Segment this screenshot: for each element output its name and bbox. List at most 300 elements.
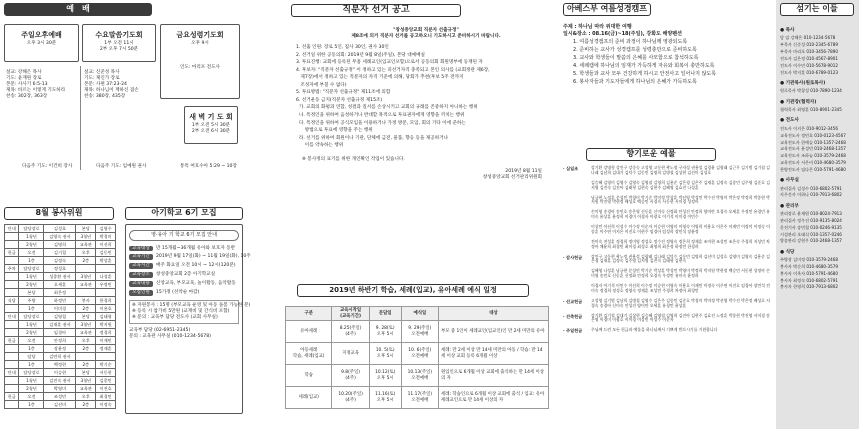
sidebar-line: 봉사자 최정숙 010-6802-5791 bbox=[780, 277, 838, 283]
election-header: 직분자 선거 공고 bbox=[291, 4, 461, 17]
service-cell: 김재훈 권사 bbox=[44, 321, 76, 329]
service-cell: 담당장로 bbox=[19, 313, 44, 321]
sidebar-section-heading: ● 관리부 bbox=[780, 203, 799, 209]
wednesday-time-2: 2부 오후 7시 50분 bbox=[99, 47, 139, 53]
school-row bbox=[129, 281, 239, 287]
service-row bbox=[5, 345, 116, 353]
wednesday-next-prayer: 다음주 기도: 임예원 권사 bbox=[96, 164, 147, 169]
service-cell: 최경민 bbox=[96, 393, 116, 401]
service-row bbox=[5, 385, 116, 393]
school-row bbox=[129, 254, 251, 260]
school-box bbox=[125, 224, 251, 414]
service-cell: 담당 bbox=[19, 353, 44, 361]
service-cell bbox=[5, 233, 19, 241]
service-cell: 본당 bbox=[19, 289, 44, 297]
education-cell: 11.16(토) 오후 5시 bbox=[369, 387, 401, 409]
education-cell: 10. 5(토) 오후 5시 bbox=[369, 343, 401, 365]
education-cell: 세례(입교) bbox=[286, 387, 332, 409]
education-cell: 9. 29(주일) 오전예배 bbox=[401, 321, 438, 343]
school-row-value: 창성중앙교회 2층 아기학교실 bbox=[156, 272, 216, 278]
election-item: 이를 약속하는 행위 bbox=[296, 143, 344, 149]
school-row bbox=[129, 272, 239, 278]
election-item: 1. 선출 인원: 장로 5인, 집사 30인, 권사 30인 bbox=[296, 44, 389, 50]
camp-body bbox=[563, 24, 773, 87]
sidebar-line: 사무간사 이하나 010-7913-6802 bbox=[780, 192, 842, 198]
election-heading: "창성중앙교회 직분자 선출규정" bbox=[393, 28, 459, 33]
election-item: 2. 선거일 위한 공동의회: 2019년 9월 8일(주일), 본당 대예배실 bbox=[296, 52, 425, 58]
election-item: 4. 후보자: "직분자 선출규정" 이 정하고 있는 피선거자격 충족되고 본인 의사를 (교회정관 제6장, bbox=[296, 67, 490, 73]
sunday-pm-time: 오후 3시 30분 bbox=[26, 41, 57, 47]
news-text: 고성영 김기범 김남희 김병철 김영수 김은주 김종민 김준호 박경미 박미정 박선영 박수진 박은정 배성호 서경숙 송경아 신미숙 안성진 양미란 오세훈 유경민 윤상훈 bbox=[591, 297, 770, 308]
worship-header: 예 배 bbox=[4, 3, 152, 16]
sidebar-body bbox=[776, 22, 859, 290]
sidebar-line: 전도사 김은정 010-4567-8901 bbox=[780, 55, 838, 61]
service-cell: 담당장로 bbox=[19, 265, 44, 273]
service-cell: 봉사 bbox=[76, 297, 96, 305]
service-cell: 박상훈 bbox=[96, 257, 116, 265]
election-body bbox=[296, 28, 556, 181]
news-header: 향기로운 예물 bbox=[586, 148, 716, 161]
school-header: 아기학교 6기 모집 bbox=[125, 207, 243, 220]
school-row-value: 15가정 (선착순 마감) bbox=[156, 290, 200, 296]
service-cell bbox=[5, 329, 19, 337]
education-header-cell: 대상 bbox=[439, 307, 549, 321]
service-cell: 조성민 bbox=[44, 393, 76, 401]
service-cell: 본당 bbox=[76, 225, 96, 233]
news-label bbox=[563, 269, 591, 279]
school-note: ※ 문의 : 교육부 담당 전도사 (교회 사무실) bbox=[132, 315, 218, 321]
service-cell: 담당장로 bbox=[19, 369, 44, 377]
sidebar-line: 교육전도사 윤성민 010-2468-1357 bbox=[780, 146, 846, 152]
service-cell: 하정민 bbox=[44, 297, 76, 305]
service-cell bbox=[5, 345, 19, 353]
service-cell: 교육관 bbox=[76, 329, 96, 337]
service-cell: 오전 bbox=[19, 393, 44, 401]
service-cell: 안내 bbox=[5, 313, 19, 321]
news-label: · 십일조 bbox=[563, 166, 579, 171]
education-row bbox=[286, 387, 549, 409]
service-cell: 이진호 bbox=[96, 385, 116, 393]
service-row bbox=[5, 281, 116, 289]
wednesday-title: 수요말씀기도회 bbox=[95, 31, 143, 39]
service-cell: 1청년 bbox=[19, 233, 44, 241]
news-row bbox=[563, 269, 773, 279]
sidebar-line: 협력목사 최영훈 010-8901-2345 bbox=[780, 107, 842, 113]
service-cell: 이승현 bbox=[44, 369, 76, 377]
service-cell: 오전 bbox=[19, 337, 44, 345]
sidebar-line: 관리장로 윤재원 010-8024-7913 bbox=[780, 211, 842, 217]
service-row bbox=[5, 353, 116, 361]
news-row bbox=[563, 196, 773, 206]
service-cell bbox=[5, 289, 19, 297]
service-cell bbox=[5, 241, 19, 249]
election-item: 3. 투표진행: 교회에 등록된 무흠 세례교인(입교인포함)으로서 공동의회 회원명부에 등재된 자 bbox=[296, 60, 483, 66]
service-row bbox=[5, 257, 116, 265]
news-text: 이상민 이선희 이성수 이수정 이순자 이승현 이영미 이영숙 이영희 이용호 이은주 이재민 이정미 이정숙 이종훈 이주연 이지은 이진호 이현주 임경아 임성희 장민석 장윤정 bbox=[591, 224, 770, 234]
service-cell: 주방 bbox=[19, 297, 44, 305]
election-item: 방법으로 투표에 영향을 주는 행위 bbox=[296, 128, 373, 134]
sidebar-line: 봉사자 이옥자 010-5791-4680 bbox=[780, 270, 838, 276]
news-body bbox=[563, 166, 773, 339]
news-row bbox=[563, 314, 773, 324]
service-cell: 김명희 bbox=[44, 241, 76, 249]
news-label bbox=[563, 225, 591, 235]
wednesday-line-1: 설교: 신준성 목사 bbox=[84, 70, 120, 75]
service-row bbox=[5, 377, 116, 385]
service-cell: 식당 bbox=[5, 297, 19, 305]
news-text: 강인구 고동현 곽노정 권용섭 김광래 김나래 김덕수 김동민 김명희 김선미 김성호 김영미 김영숙 김용준 김은경 김재훈 김정숙 김주영 김지영 김진숙 김태형 김현숙 bbox=[591, 253, 770, 264]
sidebar-line: 운전기사 송민철 010-0246-9135 bbox=[780, 224, 842, 230]
camp-item: 6. 봉사자들과 기도자들에게 하나님의 은혜가 가득하도록 bbox=[573, 79, 697, 85]
sidebar-section-heading: ● 사무실 bbox=[780, 178, 799, 184]
news-label bbox=[563, 196, 591, 206]
service-cell: 김동민 bbox=[96, 249, 116, 257]
sidebar-line: 원로목사 박창성 010-7890-1234 bbox=[780, 88, 842, 94]
service-row bbox=[5, 273, 116, 281]
service-cell: 김태형 bbox=[96, 313, 116, 321]
service-row bbox=[5, 297, 116, 305]
sidebar-line: 부목사 신준성 010-2345-6789 bbox=[780, 42, 838, 48]
service-cell bbox=[76, 265, 96, 273]
wednesday-time-1: 1부 오전 11시 bbox=[104, 41, 134, 47]
service-row bbox=[5, 289, 116, 297]
news-row bbox=[563, 328, 773, 333]
sidebar-line: 부목사 마리포 010-3456-7890 bbox=[780, 49, 838, 55]
school-row-value: 매주 화요일 오전 10시 ~ 12시(120분) bbox=[156, 263, 236, 269]
election-intro: 제8조에 의거 직분자 선거를 공고하오니 기도하시고 준비하시기 바랍니다. bbox=[351, 33, 501, 39]
service-row bbox=[5, 265, 116, 273]
school-row-value: 2019년 9월 17일(화) ~ 11월 19일(화), 10주 bbox=[156, 254, 251, 260]
news-row bbox=[563, 225, 773, 235]
service-row bbox=[5, 369, 116, 377]
news-label bbox=[563, 240, 591, 250]
education-cell: 9. 28(토) 오후 5시 bbox=[369, 321, 401, 343]
education-header-cell: 예식일 bbox=[401, 307, 438, 321]
service-cell: 교육관 bbox=[76, 241, 96, 249]
service-cell: 담당장로 bbox=[19, 225, 44, 233]
camp-item: 4. 세례캠에 하나님의 임재가 가득하게 자유와 회복이 충만하도록 bbox=[573, 63, 715, 69]
sidebar-section-heading: ● 기관장(협력자) bbox=[780, 99, 817, 105]
sidebar-line: 봉사자 박순희 010-4680-3579 bbox=[780, 263, 838, 269]
service-cell bbox=[96, 265, 116, 273]
service-cell: 1층 bbox=[19, 345, 44, 353]
service-row bbox=[5, 305, 116, 313]
school-row-label: 교육기간 bbox=[129, 254, 153, 260]
camp-header: 아베스부 여름성경캠프 bbox=[563, 3, 651, 16]
service-cell: 1층 bbox=[19, 401, 44, 409]
camp-items bbox=[563, 39, 773, 86]
service-cell bbox=[76, 289, 96, 297]
sunday-details bbox=[6, 70, 78, 100]
school-row-label: 교육대상 bbox=[129, 246, 153, 252]
service-cell: 이미경 bbox=[44, 305, 76, 313]
education-cell: 세례: 만 2세 이상 만 14세 미만의 아동 / 학습: 만 14세 이상 교회 등록 6개월 이상 bbox=[439, 343, 549, 365]
camp-when: 일시&장소 : 08.16(금)~18(주일), 강화도 해양펜션 bbox=[563, 30, 682, 37]
education-row bbox=[286, 343, 549, 365]
service-cell: 박지원 bbox=[96, 321, 116, 329]
sidebar-line: 관리집사 정우진 010-9135-8024 bbox=[780, 217, 842, 223]
education-header: 2019년 하반기 학습, 세례(입교), 유아세례 예식 일정 bbox=[297, 284, 529, 297]
sunday-line-3: 본문: 사사기 6:5-13 bbox=[6, 81, 48, 87]
friday-title: 금요성령기도회 bbox=[176, 31, 224, 39]
service-cell bbox=[5, 257, 19, 265]
dawn-time-2: 2부 오전 6시 30분 bbox=[191, 129, 231, 135]
service-cell bbox=[96, 289, 116, 297]
service-cell: 2청년 bbox=[19, 241, 44, 249]
service-cell: 1청년 bbox=[19, 377, 44, 385]
service-cell: 오후 bbox=[76, 393, 96, 401]
news-row bbox=[563, 255, 773, 265]
service-cell: 2청년 bbox=[19, 281, 44, 289]
news-text: 김승혜 김영미 김영수 김영숙 김영철 김영희 김용준 김은경 김은주 김재훈 김정숙 김종민 김주영 김준호 김지영 김진숙 김진아 김태형 김현숙 김현주 김혜영 김효진 나성훈 bbox=[591, 179, 770, 190]
sunday-line-4: 제목: 바르는 이렇게 기도하라 bbox=[6, 87, 66, 93]
service-cell bbox=[5, 305, 19, 313]
education-header-row bbox=[286, 307, 549, 321]
news-text: 전미숙 전성훈 정경희 정미영 정성호 정수진 정영숙 정은희 정재훈 조미현 조성민 조은숙 주경희 지성민 차정아 채윤희 최경민 최미경 최성호 최영희 최은정 하정민 한경희 bbox=[591, 238, 770, 249]
education-header-cell: 교육시작일 (교육기간) bbox=[332, 307, 369, 321]
election-item: 5. 투표방법: "직분자 선출규정" 제11조에 의함 bbox=[296, 90, 391, 96]
election-items bbox=[296, 45, 556, 149]
service-cell: 안내 bbox=[5, 369, 19, 377]
service-cell bbox=[5, 377, 19, 385]
news-label bbox=[563, 284, 591, 294]
service-row bbox=[5, 337, 116, 345]
sidebar-line: 담 임 강해은 010-1234-5678 bbox=[780, 35, 836, 41]
service-cell: 주차 bbox=[5, 265, 19, 273]
service-cell: 3청년 bbox=[76, 377, 96, 385]
sidebar-line: 전도사 이지은 010-9012-3456 bbox=[780, 125, 838, 131]
news-row bbox=[563, 166, 773, 176]
news-text: 남궁현 노정훈 문성민 박경미 박기순 박미정 박상훈 박선영 박성민 박수진 박영미 박은정 박정희 박종현 박지원 박진영 박현정 배성호 백승민 서경숙 서동현 서미경 성정아 bbox=[591, 194, 770, 205]
sidebar-header: 섬기는 이들 bbox=[780, 3, 854, 16]
service-cell bbox=[5, 281, 19, 289]
camp-item: 1. 여름성경캠프의 준비 과정이 하나님께 영광되도록 bbox=[573, 39, 688, 45]
education-cell: 8.25(주일) (4주) bbox=[332, 321, 369, 343]
service-cell: 2청년 bbox=[19, 385, 44, 393]
service-row bbox=[5, 401, 116, 409]
service-cell: 2청년 bbox=[19, 329, 44, 337]
service-cell: 2층 bbox=[76, 305, 96, 313]
service-cell: 2층 bbox=[76, 401, 96, 409]
sidebar-section-heading: ● 식당 bbox=[780, 249, 795, 255]
service-cell: 오후 bbox=[76, 249, 96, 257]
service-row bbox=[5, 393, 116, 401]
service-cell: 안정희 bbox=[44, 337, 76, 345]
service-header: 8월 봉사위원 bbox=[4, 207, 114, 220]
service-cell bbox=[5, 361, 19, 369]
news-row bbox=[563, 284, 773, 294]
service-cell: 2층 bbox=[76, 345, 96, 353]
service-cell: 성종환 권사 bbox=[44, 273, 76, 281]
education-cell: 부모 중 1인이 세례교인(입교인)인 만 2세 미만의 유아 bbox=[439, 321, 549, 343]
service-row bbox=[5, 241, 116, 249]
service-cell: 3청년 bbox=[76, 321, 96, 329]
service-cell: 박기순 bbox=[96, 361, 116, 369]
service-cell: 1층 bbox=[19, 361, 44, 369]
election-date: 2019년 8월 11일 bbox=[505, 169, 542, 175]
service-cell: 이선희 bbox=[96, 241, 116, 249]
friday-box bbox=[160, 24, 240, 99]
election-item: 가. 교회의 화평과 연합, 성결과 질서를 손상시키고 교회의 규례를 존중하지 아니하는 행위 bbox=[296, 105, 478, 111]
service-cell: 헌금 bbox=[5, 393, 19, 401]
service-cell: 나성훈 bbox=[96, 273, 116, 281]
education-cell: 유아세례 bbox=[286, 321, 332, 343]
school-row bbox=[129, 290, 239, 296]
news-text: 김혜영 나성훈 남궁현 문성민 박기순 박상훈 박성민 박영미 박정희 박지원 박현정 백승민 서동현 성정아 손미영 송민호 신동훈 신정화 안정희 오경숙 우정민 유미숙 윤정희 bbox=[591, 268, 770, 279]
service-cell: 이정숙 bbox=[96, 401, 116, 409]
service-cell: 이용호 bbox=[96, 305, 116, 313]
service-cell: 교육관 bbox=[76, 281, 96, 289]
service-cell: 오세훈 bbox=[44, 281, 76, 289]
wednesday-line-2: 기도: 제인가 장로 bbox=[84, 75, 120, 81]
service-cell: 김성호 bbox=[44, 225, 76, 233]
friday-next-reading: 통특 여호수아 5:29 ~ 10장 bbox=[180, 164, 237, 169]
service-cell: 2층 bbox=[76, 257, 96, 265]
news-text: 손미영 송경아 송민호 송은영 신동훈 신미숙 신정화 안성진 안정희 양미란 오경숙 오세훈 우정민 유경민 유미숙 윤상훈 윤정희 이경미 이경자 이광호 이기석 이미경 이민수 bbox=[591, 209, 770, 220]
sidebar-line: 교육전도사 정민호 010-0123-4567 bbox=[780, 132, 846, 138]
education-cell: 10.12(토) 오후 5시 bbox=[369, 365, 401, 387]
dawn-time-1: 1부 오전 5시 30분 bbox=[191, 123, 231, 129]
news-row bbox=[563, 240, 773, 250]
news-label: · 감사헌금 bbox=[563, 254, 583, 260]
service-cell: 김진숙 권사 bbox=[44, 377, 76, 385]
service-cell: 2층 bbox=[76, 361, 96, 369]
service-cell: 한경희 bbox=[96, 297, 116, 305]
sunday-line-2: 기도: 윤재원 장로 bbox=[6, 75, 42, 81]
service-cell: 헌금 bbox=[5, 249, 19, 257]
camp-item: 5. 학생들과 교사 모두 건강하게 하시고 안전사고 일어나지 않도록 bbox=[573, 71, 717, 77]
education-row bbox=[286, 365, 549, 387]
school-detail: 문의 : 교육관 사무실 (010-1234-5678) bbox=[129, 334, 211, 340]
news-label: · 선교헌금 bbox=[563, 298, 583, 304]
sidebar-line: 교육전도사 조하늘 010-3579-2468 bbox=[780, 153, 846, 159]
news-text: 강기환 강명형 강인구 강중숙 고성영 고동현 곽노정 구자성 권용섭 김경윤 김광래 김근무 김기범 김기철 김나래 김남희 김대기 김덕수 김동민 김명희 김병철 김상현 김선미 김성호 bbox=[591, 165, 770, 175]
education-cell: 11.17(주일) 오전예배 bbox=[401, 387, 438, 409]
service-cell bbox=[5, 385, 19, 393]
school-rows bbox=[129, 245, 251, 297]
news-text: 주님께 드린 모든 헌금과 예물을 하나님께서 기쁘게 받으시기를 기원합니다 bbox=[591, 327, 718, 333]
service-cell: 3청년 bbox=[76, 233, 96, 241]
service-row bbox=[5, 233, 116, 241]
school-notes bbox=[129, 300, 251, 324]
school-row-value: 만 15개월~36개월 유아와 보호자 동반 bbox=[156, 245, 236, 251]
service-row bbox=[5, 321, 116, 329]
service-cell: 임경아 bbox=[44, 329, 76, 337]
friday-note: 인도: 마리포 전도사 bbox=[180, 65, 220, 71]
friday-time: 오후 9시 bbox=[191, 41, 209, 47]
service-cell: 오후 bbox=[76, 337, 96, 345]
wednesday-details bbox=[84, 70, 156, 100]
election-signer: 창성중앙교회 선거관리위원회 bbox=[482, 175, 542, 181]
sidebar-section-heading: ● 기관목사(원로목사) bbox=[780, 80, 826, 86]
service-cell bbox=[5, 321, 19, 329]
service-cell: 김연희 권사 bbox=[44, 353, 76, 361]
sidebar-line: 전도사 박지훈 010-6789-0123 bbox=[780, 69, 838, 75]
education-cell: 아동세례 학습, 세례(입교) bbox=[286, 343, 332, 365]
news-label bbox=[563, 181, 591, 191]
service-cell bbox=[96, 353, 116, 361]
service-cell: 헌금 bbox=[5, 337, 19, 345]
election-item: 나. 특정인을 위하여 음성하거나 반대할 목적으로 투표권자에게 영향을 끼치는 행위 bbox=[296, 113, 465, 118]
school-row bbox=[129, 263, 239, 269]
sidebar-line: 주방장 김미정 010-3579-2468 bbox=[780, 257, 838, 263]
service-cell bbox=[76, 353, 96, 361]
education-table bbox=[285, 306, 549, 409]
sunday-line-5: 찬송: 302장, 363장 bbox=[6, 93, 48, 99]
education-cell: 10.20(주일) (4주) bbox=[332, 387, 369, 409]
service-table bbox=[4, 224, 116, 409]
service-row bbox=[5, 361, 116, 369]
sunday-pm-title: 주일오후예배 bbox=[21, 31, 62, 39]
service-cell: 1층 bbox=[19, 305, 44, 313]
service-row bbox=[5, 225, 116, 233]
service-cell: 백정현 bbox=[44, 361, 76, 369]
school-contact: 교육부 담당 (02-6951-2345) bbox=[129, 328, 191, 334]
sidebar-section-heading: ● 목사 bbox=[780, 28, 795, 33]
news-text: 이경자 이기석 이민수 이선희 이수정 이승현 이영숙 이용호 이재민 이정숙 이주연 이진호 임경아 장민석 전미숙 정경희 정성호 정영숙 정재훈 조성민 주경희 차정아 최경민 bbox=[591, 283, 770, 293]
service-cell: 정재훈 bbox=[96, 345, 116, 353]
news-row bbox=[563, 299, 773, 309]
service-cell: 정성호 bbox=[44, 265, 76, 273]
service-row bbox=[5, 249, 116, 257]
service-cell: 오전 bbox=[19, 249, 44, 257]
camp-item: 2. 준비하는 교사가 성경캠프를 성령충만으로 준비하도록 bbox=[573, 47, 697, 53]
sidebar bbox=[776, 0, 859, 429]
service-cell: 안내 bbox=[5, 225, 19, 233]
service-cell: 1층 bbox=[19, 257, 44, 265]
election-item: 조성자에 부칠 수 없다) bbox=[296, 82, 347, 88]
news-label: · 건축헌금 bbox=[563, 313, 583, 319]
education-cell: 10.13(주일) 오전예배 bbox=[401, 365, 438, 387]
sidebar-line: 전도사 이수민 010-5678-9012 bbox=[780, 62, 838, 68]
sidebar-section-heading: ● 전도사 bbox=[780, 118, 799, 124]
school-row-label: 모집인원 bbox=[129, 290, 153, 296]
education-cell: 9.8(주일) (4주) bbox=[332, 365, 369, 387]
sidebar-line: 교육전도사 한예슬 010-1357-2468 bbox=[780, 139, 846, 145]
service-cell: 김영숙 권사 bbox=[44, 233, 76, 241]
service-cell: 이재민 bbox=[96, 337, 116, 345]
camp-item: 3. 교사와 학생들이 말씀의 은혜를 사모함으로 참석하도록 bbox=[573, 55, 699, 61]
education-cell: 학습 bbox=[286, 365, 332, 387]
service-cell: 1청년 bbox=[19, 321, 44, 329]
news-row bbox=[563, 181, 773, 191]
wednesday-line-3: 본문: 사편 37:23-24 bbox=[84, 81, 127, 87]
service-cell bbox=[5, 273, 19, 281]
election-item: 다. 특정인을 위하여 공식모임을 이용하거나 가정 방문, 모임, 회의 기타 이에 준하는 bbox=[296, 120, 466, 126]
service-cell: 김기철 bbox=[44, 249, 76, 257]
sidebar-line: 봉사자 한영희 010-7913-6802 bbox=[780, 284, 838, 290]
service-cell: 서동현 bbox=[96, 369, 116, 377]
news-label: · 주일헌금 bbox=[563, 328, 583, 334]
school-row bbox=[129, 246, 239, 252]
service-cell: 교육관 bbox=[76, 385, 96, 393]
election-item: 6. 선거운동 금지(직분자 선출규정 제15조) bbox=[296, 97, 383, 103]
education-header-cell: 구분 bbox=[286, 307, 332, 321]
service-cell: 본당 bbox=[76, 369, 96, 377]
sidebar-line: 시설관리 오태식 010-1357-0246 bbox=[780, 231, 842, 237]
sidebar-line: 관리집사 김성수 010-6802-5791 bbox=[780, 185, 842, 191]
sunday-pm-box bbox=[4, 24, 79, 62]
election-note: ※ 봉사정의 표기를 위한 개인확인 작업이 있습니다. bbox=[302, 157, 405, 163]
sunday-next-prayer: 다음주 기도: 이건희 장사 bbox=[22, 164, 73, 169]
news-label bbox=[563, 210, 591, 220]
service-cell: 김종민 bbox=[96, 377, 116, 385]
service-cell: 김영철 bbox=[44, 313, 76, 321]
service-cell: 우정민 bbox=[96, 281, 116, 289]
camp-theme: 주제 : 하나님 따라 위대한 여행 bbox=[563, 24, 632, 30]
education-cell: 세례: 학습인으로 6개월 이상 교회에 출석 / 입교: 유아세례교인으로 만 14세 이상의 자 bbox=[439, 387, 549, 409]
school-row-value: 신앙교육, 부모교육, 놀이활동, 음악활동 bbox=[156, 281, 236, 287]
